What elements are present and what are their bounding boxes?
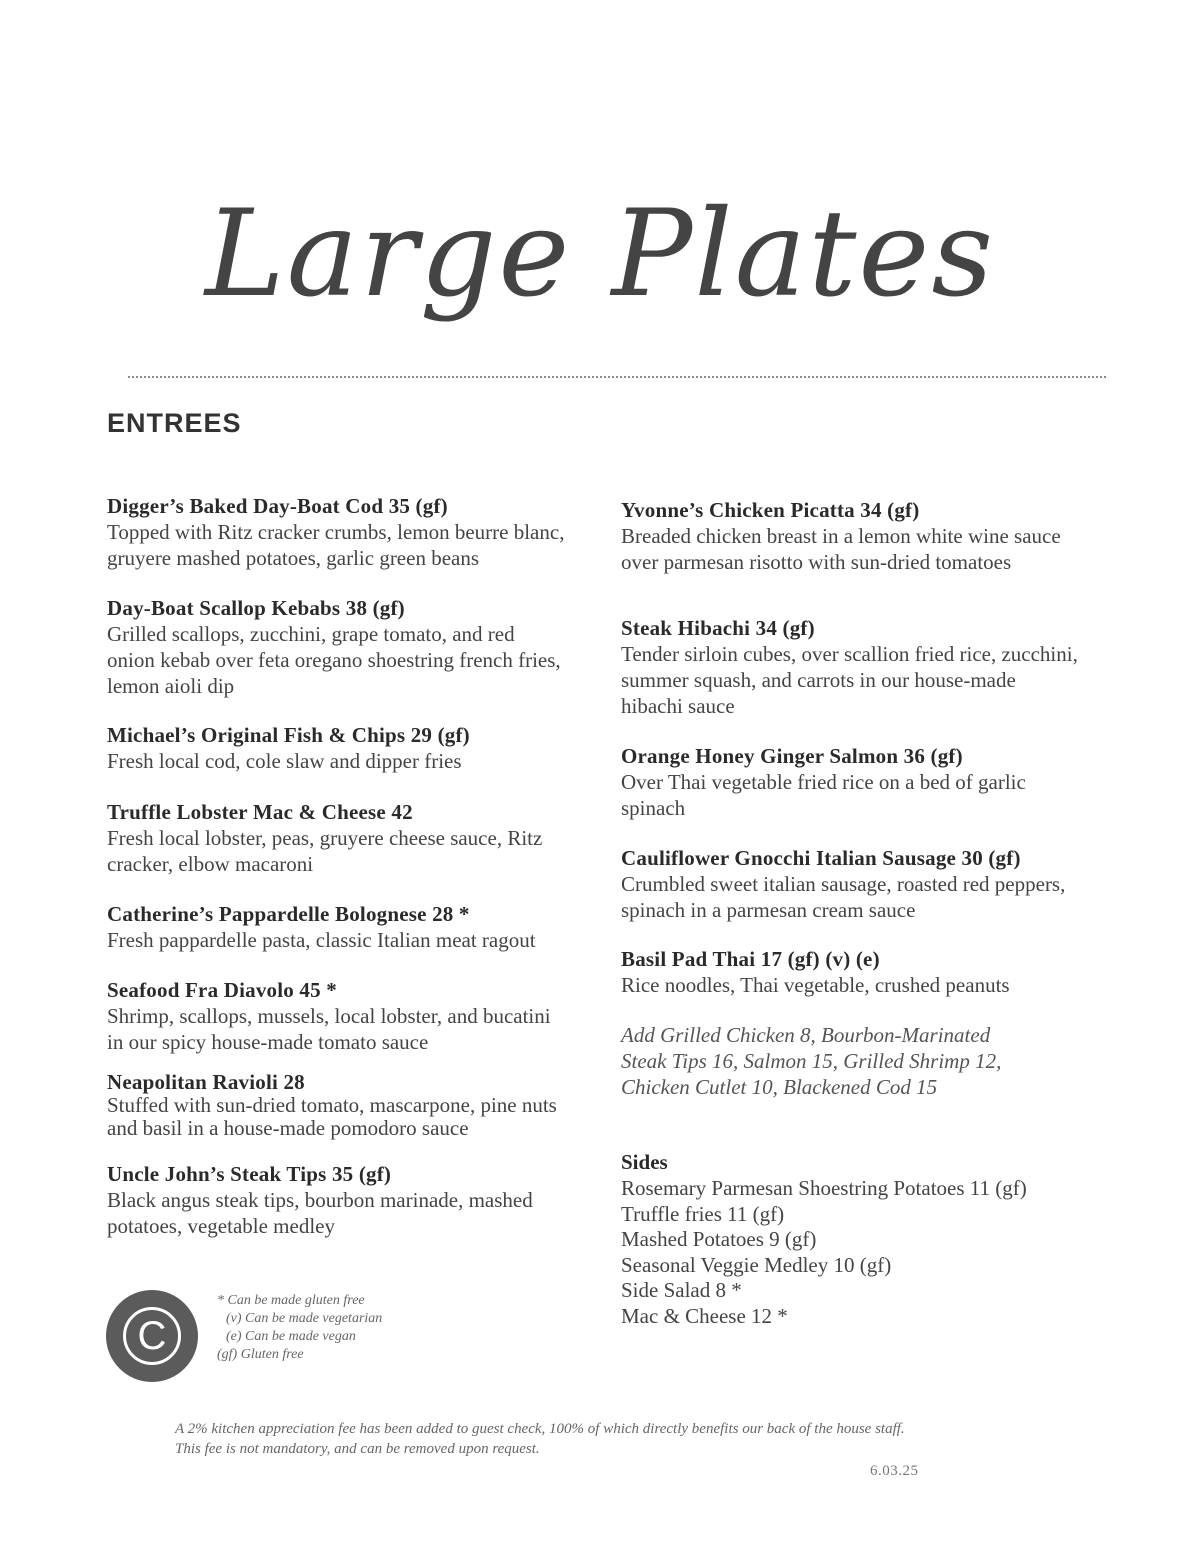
menu-item-description: Rice noodles, Thai vegetable, crushed peanuts xyxy=(621,973,1010,997)
menu-item-name: Uncle John’s Steak Tips 35 (gf) xyxy=(107,1162,392,1186)
sides-heading: Sides xyxy=(621,1150,668,1174)
menu-item-description: Fresh local cod, cole slaw and dipper fries xyxy=(107,749,462,773)
menu-date: 6.03.25 xyxy=(870,1463,919,1479)
side-item: Mashed Potatoes 9 (gf) xyxy=(621,1227,817,1251)
menu-item-name: Basil Pad Thai 17 (gf) (v) (e) xyxy=(621,947,880,971)
menu-item-name: Truffle Lobster Mac & Cheese 42 xyxy=(107,800,413,824)
footer-line: A 2% kitchen appreciation fee has been added to guest check, 100% of which directly benefits our back of the house staff. xyxy=(175,1421,905,1437)
footer-note xyxy=(175,1419,1075,1459)
legend-line: (v) Can be made vegetarian xyxy=(226,1311,383,1326)
menu-item xyxy=(621,497,1086,575)
addons-line: Chicken Cutlet 10, Blackened Cod 15 xyxy=(621,1075,938,1099)
menu-item xyxy=(107,799,567,877)
menu-item-description: Grilled scallops, zucchini, grape tomato, and red onion kebab over feta oregano shoestring french fries, lemon aioli dip xyxy=(107,622,561,698)
dotted-divider xyxy=(128,376,1106,378)
menu-item xyxy=(107,493,567,571)
page-title: Large Plates xyxy=(204,185,996,324)
menu-item-name: Digger’s Baked Day-Boat Cod 35 (gf) xyxy=(107,494,448,518)
menu-item-description: Topped with Ritz cracker crumbs, lemon beurre blanc, gruyere mashed potatoes, garlic green beans xyxy=(107,520,565,570)
menu-item xyxy=(621,743,1061,821)
menu-item-name: Seafood Fra Diavolo 45 * xyxy=(107,978,337,1002)
addons-line: Steak Tips 16, Salmon 15, Grilled Shrimp 12, xyxy=(621,1049,1002,1073)
section-heading-entrees: ENTREES xyxy=(107,408,242,438)
side-item: Mac & Cheese 12 * xyxy=(621,1303,788,1328)
menu-item xyxy=(107,901,567,953)
legend-line: (gf) Gluten free xyxy=(217,1347,304,1362)
menu-item-name: Neapolitan Ravioli 28 xyxy=(107,1070,305,1094)
menu-item-name: Cauliflower Gnocchi Italian Sausage 30 (gf) xyxy=(621,846,1021,870)
side-item: Rosemary Parmesan Shoestring Potatoes 11 (gf) xyxy=(621,1176,1027,1200)
sides-list xyxy=(621,1176,1027,1329)
menu-item-description: Fresh pappardelle pasta, classic Italian meat ragout xyxy=(107,928,536,952)
menu-item xyxy=(107,722,567,774)
logo-letter: C xyxy=(137,1314,167,1358)
menu-item-description: Crumbled sweet italian sausage, roasted red peppers, spinach in a parmesan cream sauce xyxy=(621,872,1066,922)
side-item: Truffle fries 11 (gf) xyxy=(621,1201,785,1226)
menu-item-description: Breaded chicken breast in a lemon white wine sauce over parmesan risotto with sun-dried tomatoes xyxy=(621,524,1061,574)
menu-item xyxy=(107,977,567,1055)
menu-item-description: Shrimp, scallops, mussels, local lobster, and bucatini in our spicy house-made tomato sauce xyxy=(107,1004,551,1054)
addons-note xyxy=(621,1022,1041,1100)
addons-line: Add Grilled Chicken 8, Bourbon-Marinated xyxy=(621,1023,991,1047)
menu-item-description: Over Thai vegetable fried rice on a bed of garlic spinach xyxy=(621,770,1026,820)
side-item: Side Salad 8 * xyxy=(621,1278,742,1302)
legend-line: (e) Can be made vegan xyxy=(226,1329,356,1344)
menu-item-name: Catherine’s Pappardelle Bolognese 28 * xyxy=(107,902,470,926)
menu-item xyxy=(621,615,1081,719)
dietary-legend xyxy=(217,1292,382,1364)
menu-item-description: Stuffed with sun-dried tomato, mascarpone, pine nuts and basil in a house-made pomodoro sauce xyxy=(107,1093,557,1140)
menu-item-name: Day-Boat Scallop Kebabs 38 (gf) xyxy=(107,596,405,620)
footer-line: This fee is not mandatory, and can be removed upon request. xyxy=(175,1441,540,1457)
restaurant-logo xyxy=(106,1290,198,1382)
menu-item xyxy=(107,595,567,699)
menu-item xyxy=(621,845,1101,923)
menu-item-description: Fresh local lobster, peas, gruyere cheese sauce, Ritz cracker, elbow macaroni xyxy=(107,826,543,876)
menu-item xyxy=(107,1161,567,1239)
menu-item-description: Tender sirloin cubes, over scallion fried rice, zucchini, summer squash, and carrots in our house-made hibachi sauce xyxy=(621,642,1078,718)
legend-line: * Can be made gluten free xyxy=(217,1293,365,1308)
menu-item-name: Steak Hibachi 34 (gf) xyxy=(621,616,815,640)
menu-item xyxy=(621,946,1101,998)
menu-item xyxy=(107,1071,567,1140)
menu-item-name: Yvonne’s Chicken Picatta 34 (gf) xyxy=(621,498,920,522)
menu-item-name: Orange Honey Ginger Salmon 36 (gf) xyxy=(621,744,963,768)
side-item: Seasonal Veggie Medley 10 (gf) xyxy=(621,1252,892,1277)
menu-item-description: Black angus steak tips, bourbon marinade, mashed potatoes, vegetable medley xyxy=(107,1188,533,1238)
menu-item-name: Michael’s Original Fish & Chips 29 (gf) xyxy=(107,723,470,747)
